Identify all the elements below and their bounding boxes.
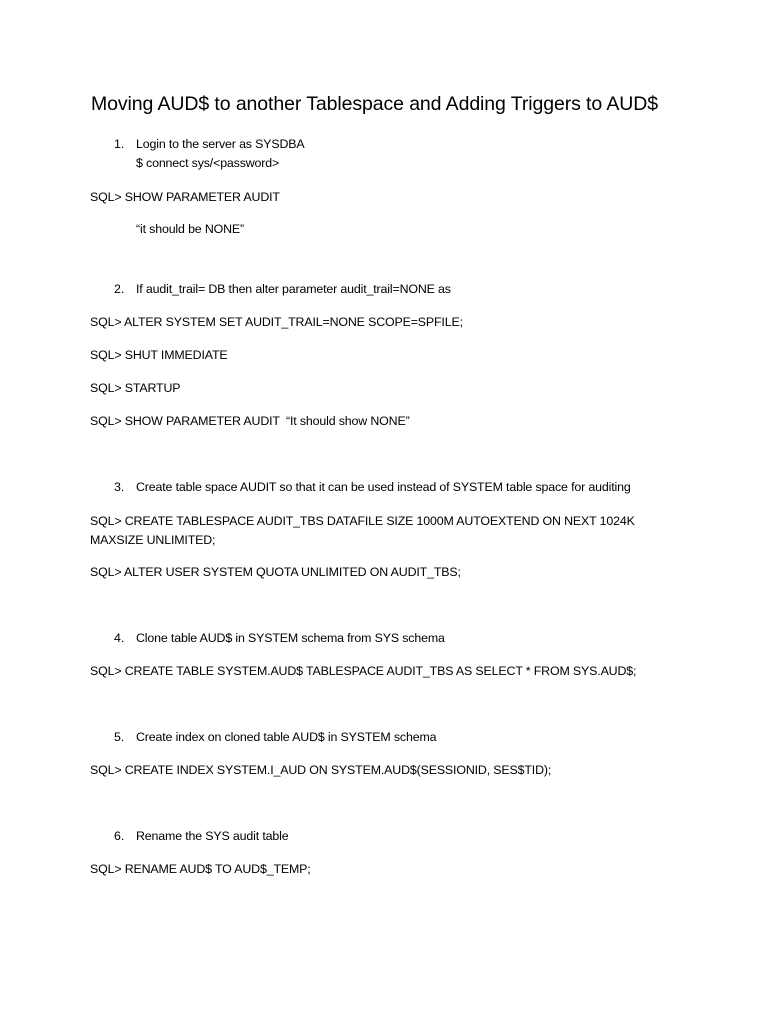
- sql-rename: SQL> RENAME AUD$ TO AUD$_TEMP;: [90, 862, 311, 876]
- sql-create-table: SQL> CREATE TABLE SYSTEM.AUD$ TABLESPACE AUDIT_TBS AS SELECT * FROM SYS.AUD$;: [90, 664, 637, 678]
- note-should-be-none: “it should be NONE”: [136, 222, 245, 236]
- sql-alter-user: SQL> ALTER USER SYSTEM QUOTA UNLIMITED ON AUDIT_TBS;: [90, 565, 461, 579]
- sql-alter-system: SQL> ALTER SYSTEM SET AUDIT_TRAIL=NONE SCOPE=SPFILE;: [90, 315, 463, 329]
- step-3-text: Create table space AUDIT so that it can be used instead of SYSTEM table space for auditing: [136, 480, 631, 494]
- sql-shut-immediate: SQL> SHUT IMMEDIATE: [90, 348, 228, 362]
- step-3-number: 3.: [114, 480, 125, 494]
- step-2-number: 2.: [114, 282, 125, 296]
- step-5-number: 5.: [114, 730, 125, 744]
- sql-show-parameter-2: SQL> SHOW PARAMETER AUDIT: [90, 414, 280, 428]
- sql-show-parameter-1: SQL> SHOW PARAMETER AUDIT: [90, 190, 280, 204]
- step-1-subtext: $ connect sys/<password>: [136, 156, 280, 170]
- step-4-number: 4.: [114, 631, 125, 645]
- sql-create-tablespace: SQL> CREATE TABLESPACE AUDIT_TBS DATAFILE SIZE 1000M AUTOEXTEND ON NEXT 1024K MAXSIZE UNLIMITED;: [90, 514, 635, 547]
- step-4-text: Clone table AUD$ in SYSTEM schema from SYS schema: [136, 631, 445, 645]
- step-2-text: If audit_trail= DB then alter parameter audit_trail=NONE as: [136, 282, 451, 296]
- step-6-text: Rename the SYS audit table: [136, 829, 289, 843]
- note-should-show-none: “It should show NONE”: [286, 414, 410, 428]
- step-1-text: Login to the server as SYSDBA: [136, 137, 305, 151]
- step-5-text: Create index on cloned table AUD$ in SYSTEM schema: [136, 730, 437, 744]
- step-1-number: 1.: [114, 137, 125, 151]
- page-title: Moving AUD$ to another Tablespace and Adding Triggers to AUD$: [91, 93, 658, 115]
- sql-startup: SQL> STARTUP: [90, 381, 181, 395]
- step-6-number: 6.: [114, 829, 125, 843]
- sql-create-index: SQL> CREATE INDEX SYSTEM.I_AUD ON SYSTEM.AUD$(SESSIONID, SES$TID);: [90, 763, 552, 777]
